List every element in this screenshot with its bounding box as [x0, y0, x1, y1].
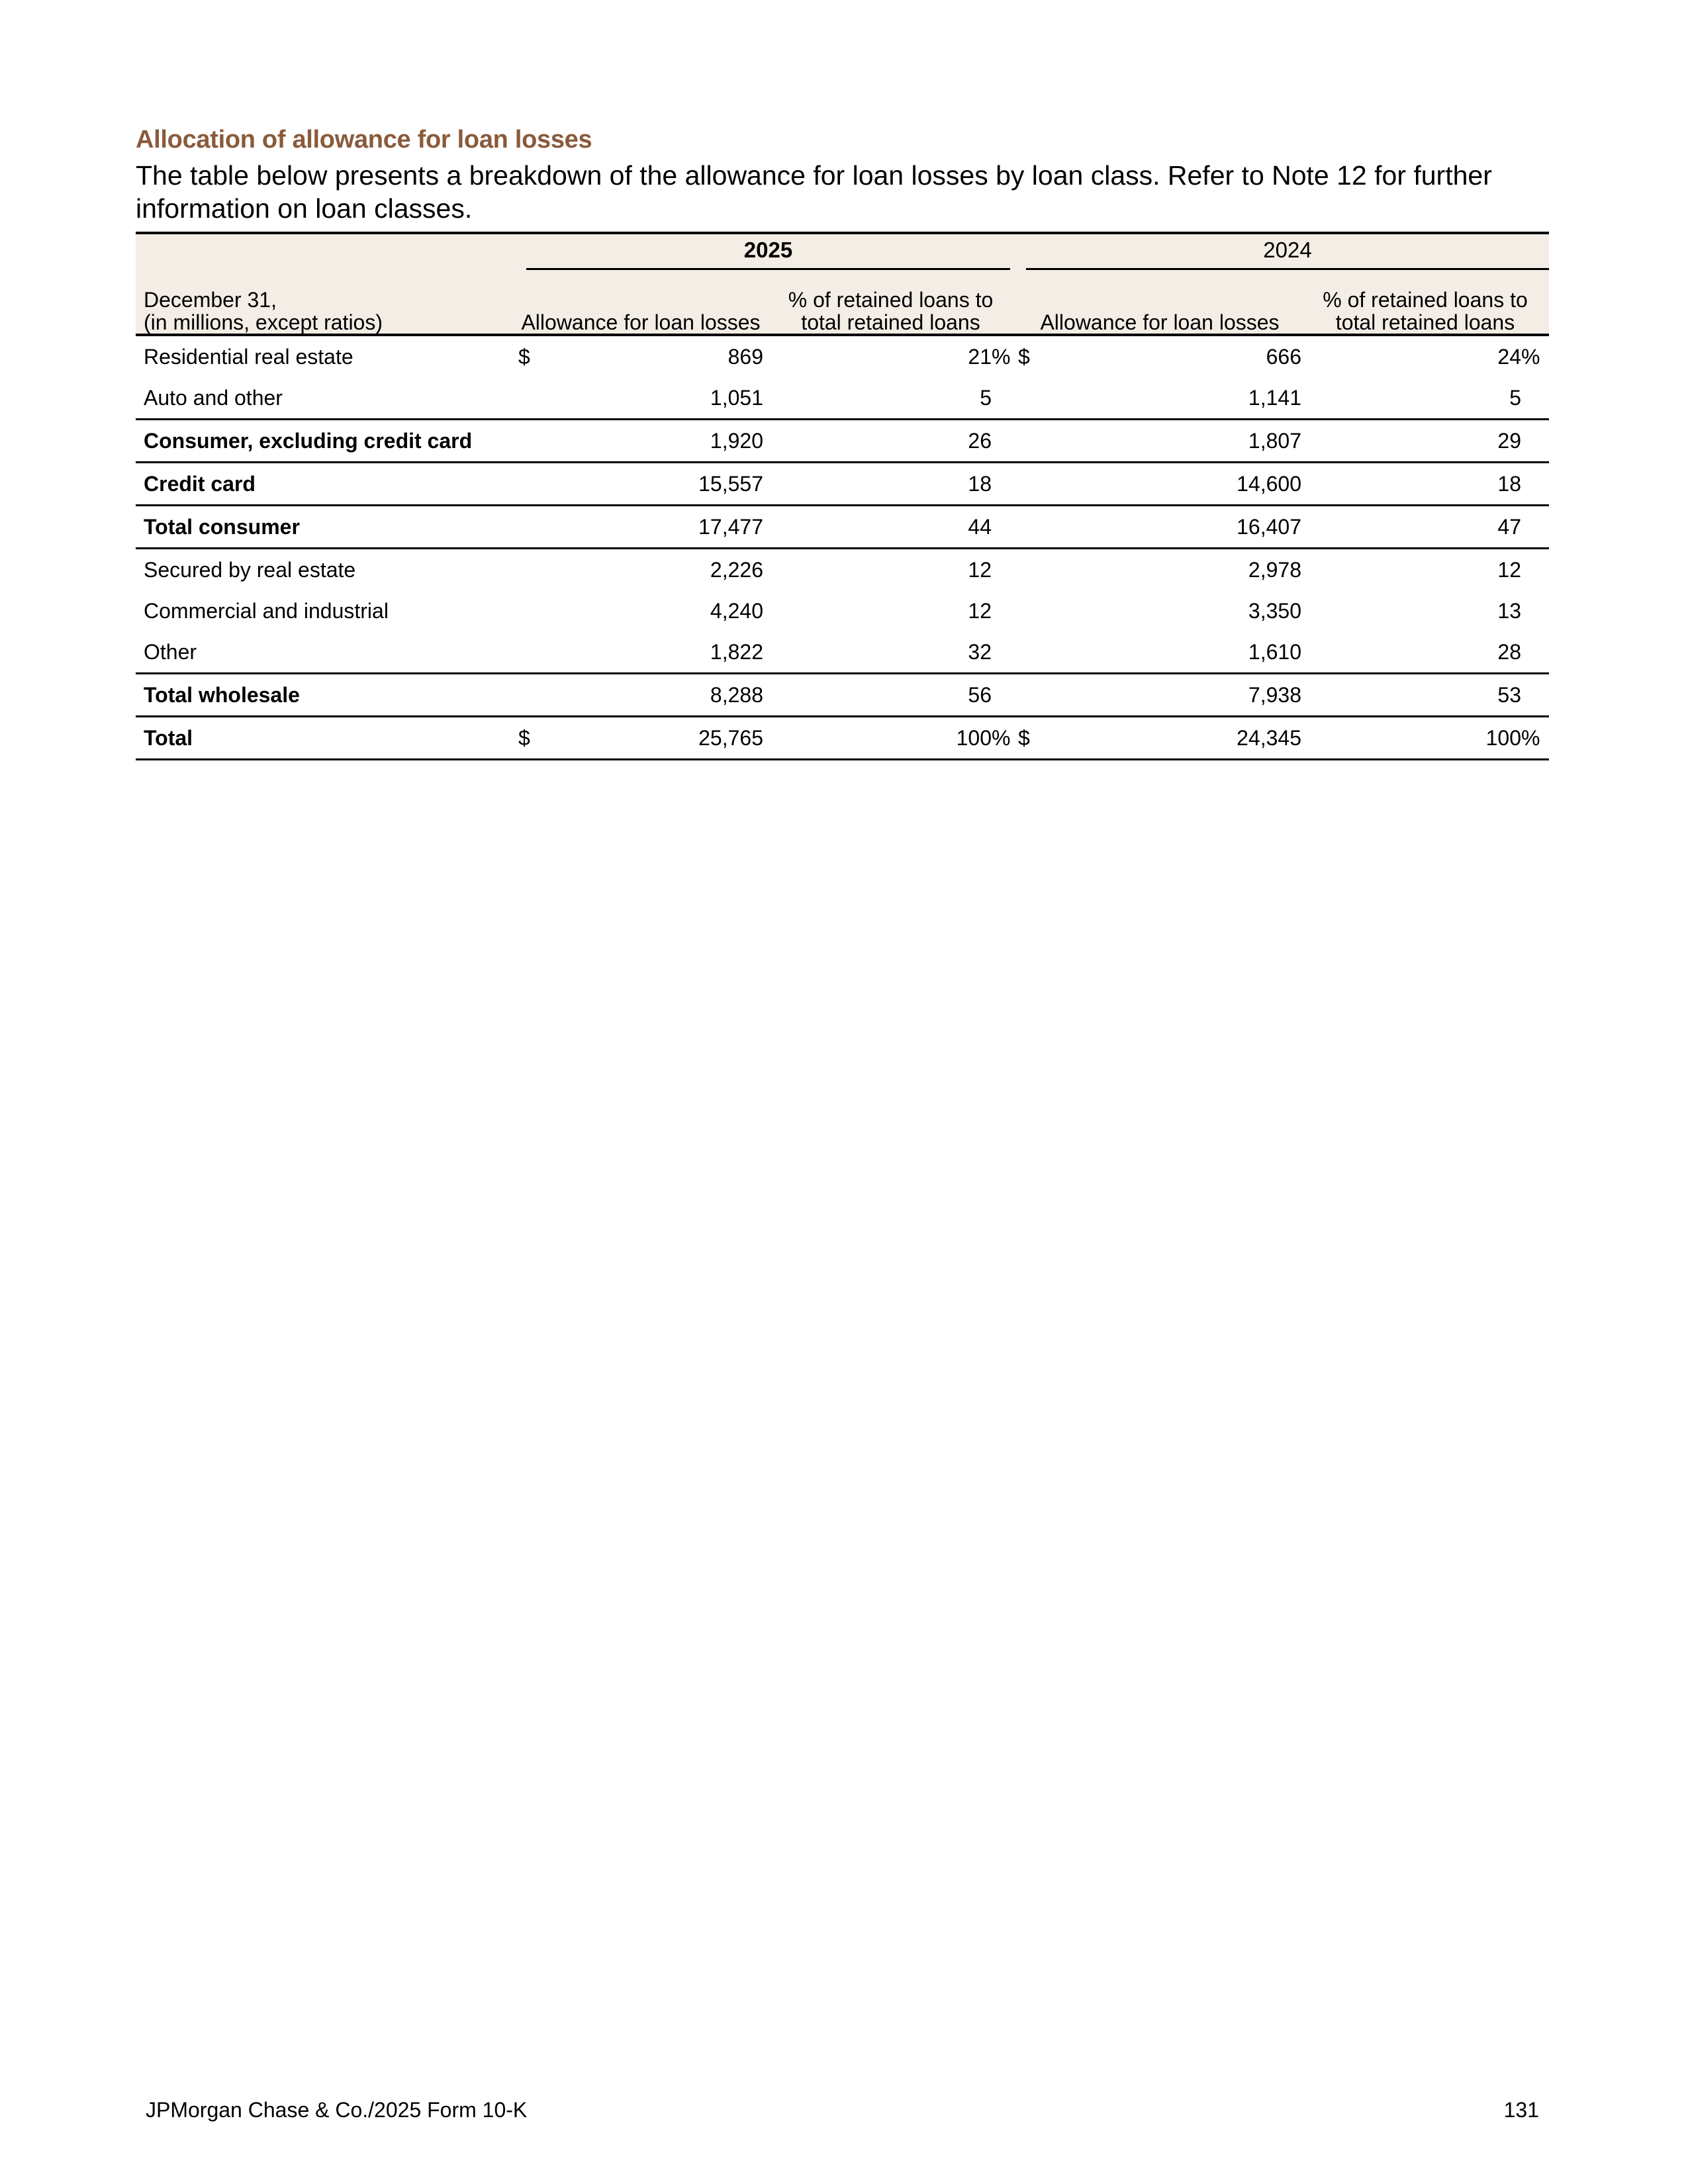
year-header-row — [136, 234, 1549, 273]
row-label: Commercial and industrial — [144, 598, 389, 623]
table-row — [136, 377, 1549, 420]
allowance-2024-value: 1,610 — [1064, 631, 1301, 674]
pct-2024-value: 28 — [1301, 631, 1521, 674]
percent-sign: % — [1521, 344, 1540, 369]
allowance-2024-value: 3,350 — [1248, 598, 1301, 623]
pct-2024-value: 24 — [1497, 344, 1521, 369]
allowance-2024-value: 666 — [1266, 344, 1301, 369]
table-row — [136, 463, 1549, 506]
table-row — [136, 590, 1549, 631]
allowance-2024-value: 7,938 — [1064, 674, 1301, 717]
year-2024-label: 2024 — [1026, 238, 1549, 270]
pct-2025-value: 21 — [968, 344, 992, 369]
row-label: Total consumer — [136, 506, 518, 549]
pct-2024-value: 12 — [1497, 557, 1521, 582]
percent-sign: % — [992, 344, 1011, 369]
col-header-pct-2024: % of retained loans to total retained loans — [1301, 273, 1549, 335]
currency-symbol: $ — [518, 344, 530, 369]
pct-2025-value: 5 — [763, 377, 992, 420]
section-title: Allocation of allowance for loan losses — [136, 126, 592, 154]
row-label: Consumer, excluding credit card — [136, 420, 518, 463]
row-label: Other — [136, 631, 518, 674]
row-label: Credit card — [136, 463, 518, 506]
currency-symbol: $ — [1018, 344, 1030, 369]
allowance-2024-value: 1,141 — [1064, 377, 1301, 420]
pct-2024-value: 47 — [1301, 506, 1521, 549]
table-row — [136, 335, 1549, 377]
allowance-2024-value: 1,807 — [1064, 420, 1301, 463]
row-label: Secured by real estate — [144, 557, 356, 582]
allowance-2024-value: 14,600 — [1064, 463, 1301, 506]
currency-symbol: $ — [518, 717, 565, 760]
allowance-2025-value: 2,226 — [710, 557, 763, 582]
footer-document-name: JPMorgan Chase & Co./2025 Form 10-K — [146, 2098, 528, 2122]
pct-2024-value: 5 — [1301, 377, 1521, 420]
year-2025-label: 2025 — [526, 238, 1010, 270]
allowance-table — [136, 232, 1549, 760]
pct-2025-value: 12 — [968, 557, 992, 582]
allowance-2025-value: 1,822 — [565, 631, 763, 674]
row-label: Total — [136, 717, 518, 760]
col-header-pct-2025: % of retained loans to total retained loans — [763, 273, 1018, 335]
allowance-2025-value: 17,477 — [565, 506, 763, 549]
table-row — [136, 420, 1549, 463]
pct-2024-value: 13 — [1497, 598, 1521, 623]
allowance-2025-value: 15,557 — [565, 463, 763, 506]
allowance-2025-value: 1,051 — [565, 377, 763, 420]
row-label: Residential real estate — [144, 344, 353, 369]
table-row — [136, 674, 1549, 717]
page-number: 131 — [1503, 2098, 1539, 2122]
pct-2025-value: 12 — [968, 598, 992, 623]
allowance-2025-value: 869 — [727, 344, 763, 369]
pct-2025-value: 26 — [763, 420, 992, 463]
percent-sign: % — [992, 717, 1018, 760]
allowance-2025-value: 4,240 — [710, 598, 763, 623]
col-header-allowance-2024: Allowance for loan losses — [1018, 273, 1301, 335]
pct-2025-value: 32 — [763, 631, 992, 674]
intro-paragraph: The table below presents a breakdown of the allowance for loan losses by loan class. Refer to Note 12 for further information on loan classes. — [136, 160, 1492, 224]
allowance-2025-value: 25,765 — [565, 717, 763, 760]
allowance-2024-value: 2,978 — [1248, 557, 1301, 582]
pct-2025-value: 18 — [763, 463, 992, 506]
row-header-label: December 31, (in millions, except ratios) — [136, 273, 518, 335]
allowance-2025-value: 1,920 — [565, 420, 763, 463]
row-label: Auto and other — [136, 377, 518, 420]
table-row — [136, 549, 1549, 591]
currency-symbol: $ — [1018, 717, 1064, 760]
pct-2024-value: 53 — [1301, 674, 1521, 717]
percent-sign: % — [1521, 717, 1549, 760]
pct-2024-value: 29 — [1301, 420, 1521, 463]
table-row — [136, 631, 1549, 674]
allowance-2025-value: 8,288 — [565, 674, 763, 717]
pct-2024-value: 100 — [1301, 717, 1521, 760]
column-header-row — [136, 273, 1549, 335]
row-label: Total wholesale — [136, 674, 518, 717]
allowance-2024-value: 24,345 — [1064, 717, 1301, 760]
pct-2025-value: 100 — [763, 717, 992, 760]
pct-2025-value: 44 — [763, 506, 992, 549]
pct-2024-value: 18 — [1301, 463, 1521, 506]
table-row — [136, 506, 1549, 549]
col-header-allowance-2025: Allowance for loan losses — [518, 273, 763, 335]
pct-2025-value: 56 — [763, 674, 992, 717]
allowance-2024-value: 16,407 — [1064, 506, 1301, 549]
table-row-total — [136, 717, 1549, 760]
